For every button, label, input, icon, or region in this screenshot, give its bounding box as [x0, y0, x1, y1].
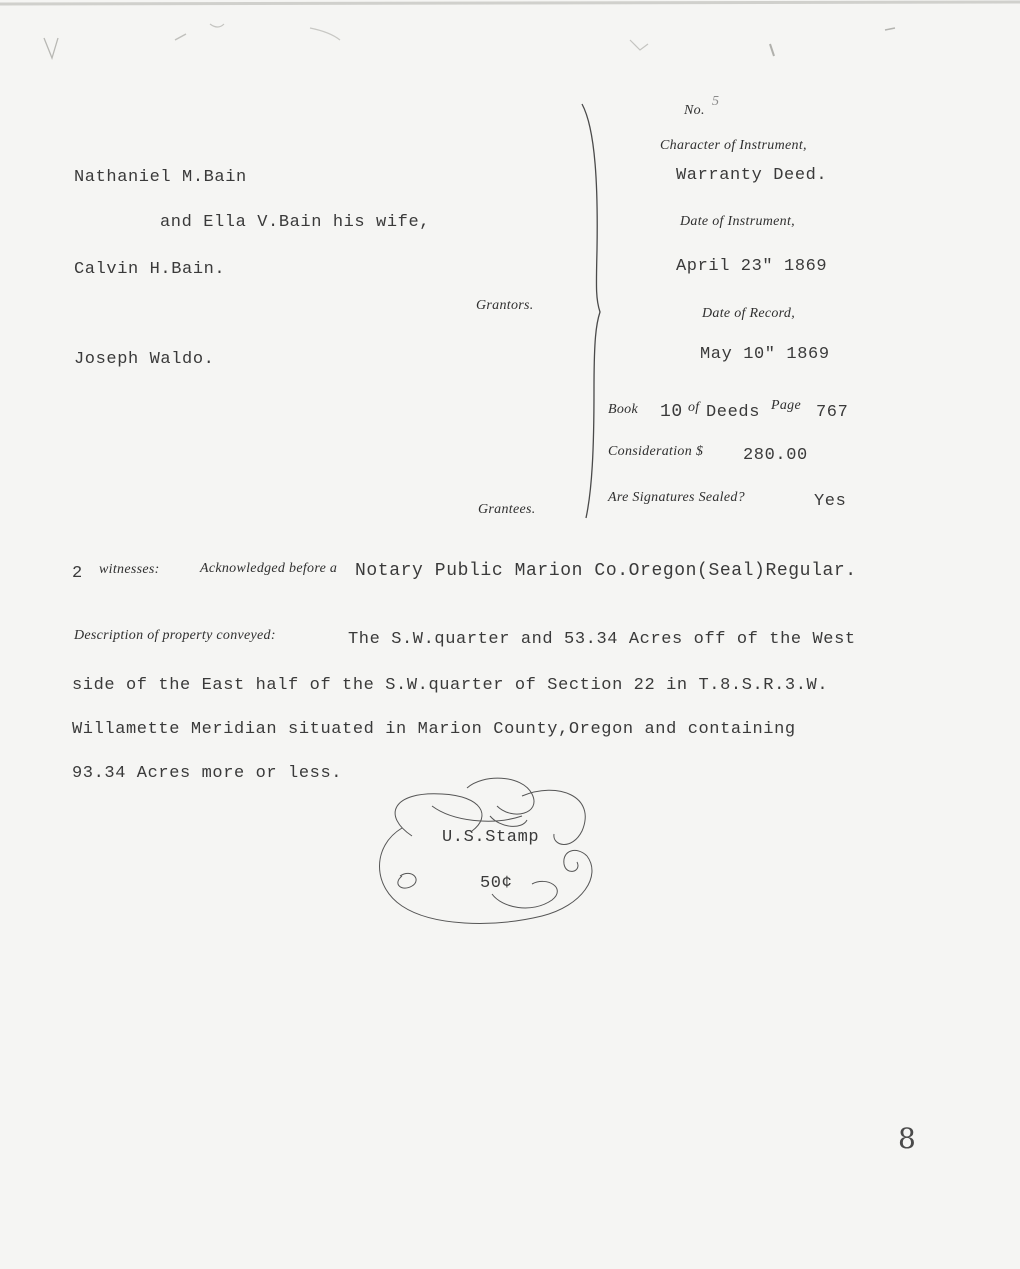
signatures-sealed-value: Yes [814, 492, 847, 511]
grantor-brace [570, 100, 610, 525]
grantors-label: Grantors. [476, 298, 534, 313]
description-label: Description of property conveyed: [74, 628, 276, 643]
page-number: 8 [898, 1122, 916, 1155]
no-label: No. [684, 103, 705, 118]
stamp-flourish-icon [372, 776, 612, 936]
date-of-record-value: May 10" 1869 [700, 345, 830, 364]
description-line-2: side of the East half of the S.W.quarter of Section 22 in T.8.S.R.3.W. [72, 676, 829, 695]
grantees-label: Grantees. [478, 502, 536, 517]
stamp-amount: 50¢ [480, 874, 513, 893]
page-value: 767 [816, 403, 849, 422]
acknowledged-value: Notary Public Marion Co.Oregon(Seal)Regular. [355, 561, 857, 581]
of-label: of [688, 400, 700, 415]
top-edge-marks [0, 0, 1020, 70]
date-of-instrument-label: Date of Instrument, [680, 214, 795, 229]
stamp-text: U.S.Stamp [442, 828, 540, 847]
revenue-stamp [372, 776, 612, 936]
description-line-4: 93.34 Acres more or less. [72, 764, 343, 783]
grantor-ella: and Ella V.Bain his wife, [160, 213, 431, 232]
witnesses-label: witnesses: [99, 562, 160, 577]
acknowledged-label: Acknowledged before a [200, 561, 338, 576]
witness-count: 2 [72, 564, 83, 583]
date-of-record-label: Date of Record, [702, 306, 796, 321]
date-of-instrument-value: April 23" 1869 [676, 257, 828, 276]
description-line-3: Willamette Meridian situated in Marion County,Oregon and containing [72, 720, 796, 739]
consideration-value: 280.00 [743, 446, 808, 465]
character-of-instrument-label: Character of Instrument, [660, 138, 807, 153]
grantor-nathaniel: Nathaniel M.Bain [74, 168, 247, 187]
consideration-label: Consideration $ [608, 444, 704, 459]
book-label: Book [608, 402, 638, 417]
character-of-instrument-value: Warranty Deed. [676, 166, 828, 185]
no-value: 5 [712, 94, 720, 109]
grantor-calvin: Calvin H.Bain. [74, 260, 226, 279]
deeds-value: Deeds [706, 403, 761, 422]
signatures-sealed-label: Are Signatures Sealed? [608, 490, 745, 505]
description-line-1: The S.W.quarter and 53.34 Acres off of the West [348, 630, 856, 649]
grantee-joseph: Joseph Waldo. [74, 350, 215, 369]
page-label: Page [771, 398, 801, 413]
book-value: 10 [660, 402, 683, 422]
